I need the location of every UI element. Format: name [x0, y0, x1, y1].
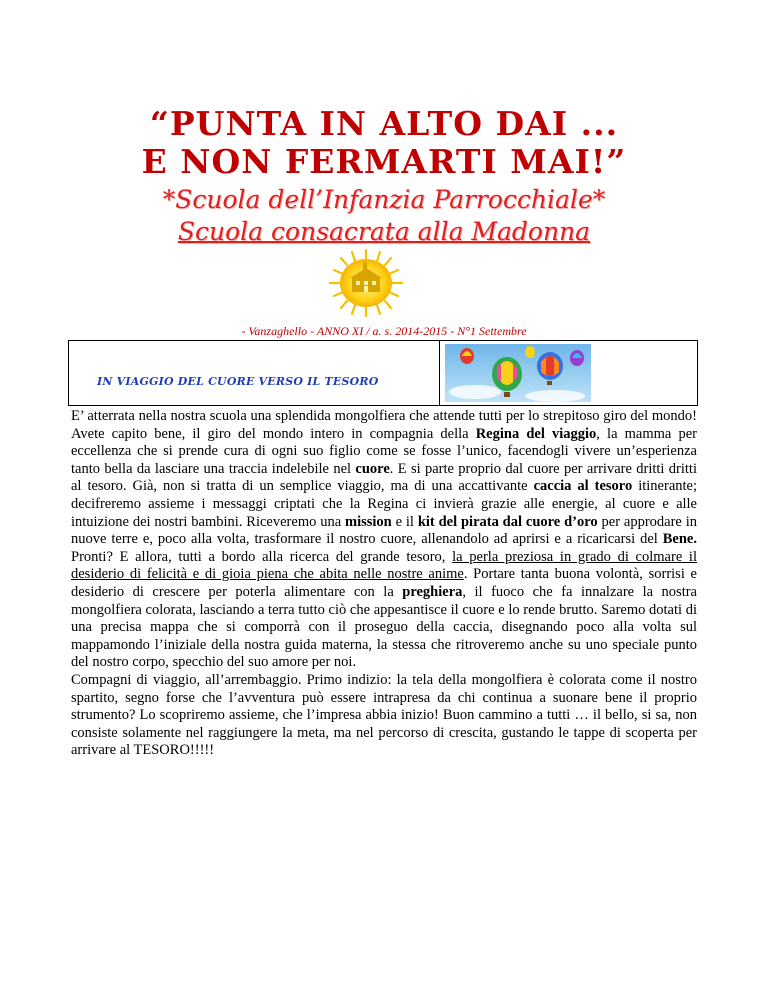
- text-run: . E si parte proprio dal cuore per arrivare dritti dritti al tesoro. Già, non si tratta di un semplice viaggio, ma di una accattivante: [71, 460, 697, 495]
- text-run: per approdare in nuove terre e, poco alla volta, trasformare il nostro cuore, allenandolo ad aprirsi e a ricaricarsi del: [71, 513, 697, 548]
- banner-heading-cell: [69, 341, 440, 405]
- text-run: , la mamma per eccellenza che si prende cura di ogni suo figlio come se fosse l’unico, facendogli vivere un’esperienza tanto bella da lasciare una traccia indelebile nel: [71, 425, 697, 477]
- text-run: . Portare tanta buona volontà, sorrisi e desiderio di crescere per poterla alimentare con la: [71, 566, 697, 600]
- text-run: , il fuoco che fa innalzare la nostra mongolfiera colorata, lasciando a terra tutto ciò che appesantisce il cuore e lo rende brutto. Saremo dotati di una precisa mappa che si comporrà con il proseguo della caccia, disegnando poco alla volta sul mappamondo l’iniziale della nostra guida materna, la stessa che ritroveremo anche su uno speciale punto del nostro corpo, specchio del suo amore per noi.: [71, 583, 697, 671]
- text-bold: preghiera: [402, 583, 463, 600]
- newsletter-title-line1: “PUNTA IN ALTO DAI ...: [149, 104, 619, 143]
- school-name: *Scuola dell’Infanzia Parrocchiale*: [162, 185, 606, 214]
- text-run: e il: [391, 513, 418, 530]
- text-bold: Bene.: [662, 531, 697, 548]
- text-run: itinerante; decifreremo assieme i messaggi criptati che la Regina ci invierà grazie alle energie, al cuore e alle intuizione dei nostri bambini. Riceveremo una: [71, 478, 697, 530]
- text-bold: cuore: [355, 460, 390, 477]
- sun-with-school-icon: [312, 248, 420, 318]
- article-paragraph-1: [71, 408, 697, 672]
- school-dedication: Scuola consacrata alla Madonna: [177, 217, 591, 246]
- hot-air-balloons-icon: [445, 344, 591, 402]
- text-bold: Regina del viaggio: [475, 425, 597, 442]
- article-banner: [68, 340, 698, 406]
- article-heading: IN VIAGGIO DEL CUORE VERSO IL TESORO: [97, 375, 379, 388]
- issue-info: - Vanzaghello - ANNO XI / a. s. 2014-2015 - N°1 Settembre: [241, 324, 527, 338]
- text-bold: mission: [345, 513, 392, 530]
- article-paragraph-2: Compagni di viaggio, all’arrembaggio. Primo indizio: la tela della mongolfiera è colorata come il nostro spartito, segno forse che l’avventura può essere intrapresa da chi continua a suonare bene il proprio strumento? Lo scopriremo assieme, che l’impresa abbia inizio! Buon cammino a tutti … il bello, si sa, non consiste solamente nel raggiungere la meta, ma nel percorso di crescita, gustando le tappe di scoperta per arrivare al TESORO!!!!!: [71, 671, 697, 759]
- text-bold: caccia al tesoro: [533, 478, 633, 495]
- text-bold: kit del pirata dal cuore d’oro: [417, 513, 598, 530]
- text-run: Pronti? E allora, tutti a bordo alla ricerca del grande tesoro,: [71, 548, 453, 565]
- text-underlined: la perla preziosa in grado di colmare il desiderio di felicità e di gioia piena che abita nelle nostre anime: [71, 548, 697, 583]
- text-run: E’ atterrata nella nostra scuola una splendida mongolfiera che attende tutti per lo strepitoso giro del mondo! Avete capito bene, il giro del mondo intero in compagnia della: [71, 408, 697, 442]
- newsletter-title-line2: E NON FERMARTI MAI!”: [141, 142, 627, 181]
- article-body: [71, 408, 697, 760]
